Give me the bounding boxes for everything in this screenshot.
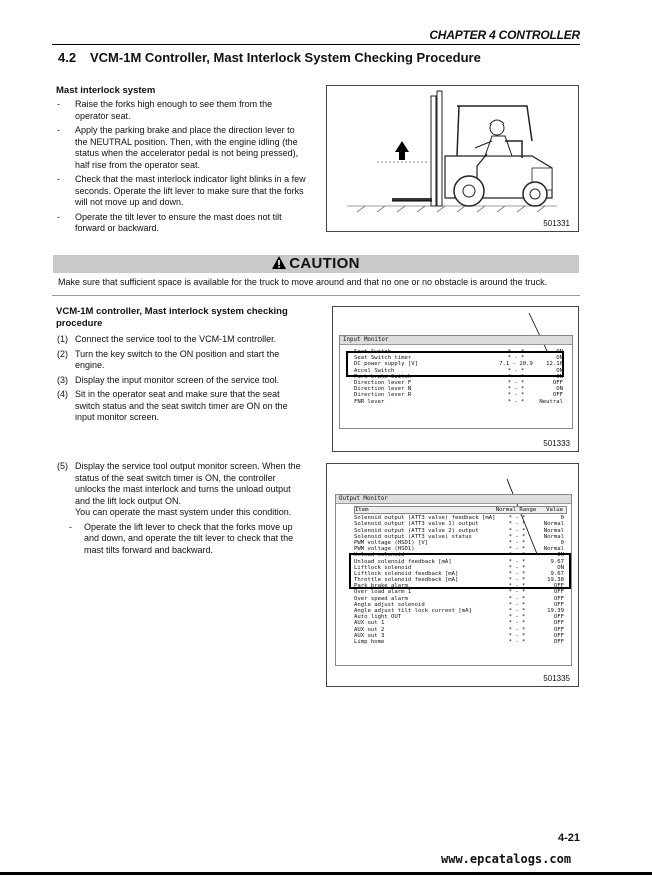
table-cell: OFF [552,379,563,386]
table-cell: ON [556,355,563,362]
table-cell: ON [556,367,563,374]
table-cell: * - * [508,614,526,621]
table-cell: * - * [508,546,526,553]
caution-title: CAUTION [289,255,360,272]
table-cell: OFF [553,638,564,645]
table-cell: Over load alarm 1 [354,589,412,596]
mast-interlock-heading: Mast interlock system [56,85,156,96]
table-cell: 7.1 - 20.9 [499,361,533,368]
table-cell: 19.38 [547,577,564,584]
table-cell: Angle adjust solenoid [354,601,425,608]
figure-label: 501333 [543,439,570,448]
table-cell: Angle adjust tilt lock current [mA] [354,608,472,614]
table-cell: ON [556,349,563,355]
table-cell: Limp home [354,638,385,645]
list-item: (4) Sit in the operator seat and make sure that the seat switch status and the seat switch timer are ON on the input monitor screen. [57,389,288,422]
list-item: (2) Turn the key switch to the ON position and start the engine. [57,348,280,370]
table-cell: * - * [508,533,526,540]
table-cell: 19.39 [547,608,564,614]
table-cell: * - * [507,355,525,362]
table-cell: * - * [508,638,526,645]
table-cell: * - * [507,386,525,393]
table-cell: * - * [508,515,526,522]
caution-rule [52,295,580,296]
arrow-up-icon [395,141,409,160]
table-cell: * - * [508,626,526,633]
mast-interlock-bullets [56,99,306,238]
highlight-box [349,553,571,589]
output-monitor-title: Output Monitor [336,495,571,504]
output-monitor-figure [326,463,579,687]
table-cell: ON [556,386,563,393]
table-cell: OFF [553,595,564,602]
table-cell: * - * [508,608,526,614]
watermark: www.epcatalogs.com [441,852,572,866]
table-cell: Solenoid output (ATT3 valve 1) output [354,521,479,528]
table-cell: Normal [543,521,564,528]
forklift-figure [326,85,579,232]
table-cell: Direction lever R [354,392,412,399]
table-cell: * - * [508,527,526,534]
table-cell: Direction lever F [354,379,412,386]
step5-note: You can operate the mast system under this condition. [75,507,292,517]
footer-rule [0,872,652,875]
table-cell: Throttle solenoid feedback [mA] [354,577,459,584]
procedure-heading: VCM-1M controller, Mast interlock system checking procedure [56,306,288,329]
table-cell: * - * [508,583,526,590]
table-cell: Normal [543,527,564,534]
highlight-box [346,351,564,377]
table-cell: 0 [560,515,564,522]
table-cell: Park brake alarm [354,583,408,590]
caution-banner [53,255,579,273]
table-cell: * - * [507,367,525,374]
table-cell: PWM voltage (HSD1) [V] [354,539,429,546]
table-cell: Normal [543,546,564,553]
table-cell: * - * [508,595,526,602]
table-cell: ON [557,552,564,559]
header-rule [52,44,580,45]
table-cell: * - * [508,552,526,559]
table-cell: * - * [507,392,525,399]
table-cell: AUX out 1 [354,620,385,627]
table-cell: * - * [508,577,526,584]
table-cell: * - * [508,570,526,577]
table-cell: Liftlock solenoid feedback [mA] [354,570,459,577]
table-cell: Normal [543,533,564,540]
chapter-header: CHAPTER 4 CONTROLLER [429,28,580,42]
page-number: 4-21 [557,832,580,844]
table-cell: Accel Switch [354,367,395,374]
section-number: 4.2 [58,50,77,65]
table-cell: Auto light OUT [354,614,402,621]
forklift-illustration [327,86,578,231]
table-cell: * - * [508,632,526,639]
warning-icon [272,256,286,269]
input-monitor-figure [332,306,579,452]
input-monitor-screen [339,335,573,429]
list-item: (3) Display the input monitor screen of the service tool. [57,374,280,385]
procedure-steps [56,334,306,427]
output-monitor-header: Item Normal Range Value [354,506,567,514]
table-cell: OFF [553,589,564,596]
procedure-step-5 [56,461,306,559]
table-cell: 0 [560,539,564,546]
table-cell: OFF [553,620,564,627]
section-title: VCM-1M Controller, Mast Interlock System Checking Procedure [90,50,481,65]
table-cell: OFF [553,632,564,639]
list-item: (5) Display the service tool output monitor screen. When the status of the seat switch timer is ON, the controller unlocks the mast interlock and turns the unload output and the lift lock output ON. You can operate the mast system under this condition. [57,461,301,517]
table-cell: OFF [552,392,563,399]
table-cell: * - * [507,373,525,380]
table-cell: * - * [508,521,526,528]
table-cell: PWM voltage (HSD1) [354,546,415,553]
list-item: - Operate the tilt lever to ensure the mast does not tilt forward or backward. [57,211,282,233]
table-cell: 9.67 [550,570,564,577]
table-cell: OFF [553,601,564,608]
table-cell: ON [557,564,564,571]
list-item: - Operate the lift lever to check that the forks move up and down, and operate the tilt lever to check that the mast tilts forward and backward. [69,521,294,555]
table-row [354,399,566,405]
table-cell: Over speed alarm [354,595,408,602]
input-monitor-title: Input Monitor [340,336,572,345]
table-cell: * - * [508,589,526,596]
figure-label: 501335 [543,674,570,683]
table-cell: AUX out 3 [354,632,385,639]
table-cell: Liftlock solenoid [354,564,412,571]
table-cell: ON [556,373,563,380]
table-cell: FNR lever [354,398,385,405]
table-cell: Seat Switch [354,349,392,355]
table-cell: * - * [507,398,525,405]
table-cell: Solenoid output (ATT3 valve) status [354,533,472,540]
table-cell: * - * [508,539,526,546]
figure-label: 501331 [543,219,570,228]
table-cell: * - * [508,558,526,565]
table-cell: AUX out 2 [354,626,385,633]
table-cell: * - * [507,349,525,355]
table-cell: OFF [553,626,564,633]
list-item: - Check that the mast interlock indicator light blinks in a few seconds. Operate the lift lever to make sure that the forks will not move up and down. [57,174,306,207]
table-cell: OFF [553,614,564,621]
table-cell: Unload solenoid feedback [mA] [354,558,452,565]
table-cell: DC power supply [V] [354,361,418,368]
table-cell: OFF [553,583,564,590]
list-item: - Apply the parking brake and place the direction lever to the NEUTRAL position. Then, with the engine idling (the status when the accelerator pedal is not being pressed), half rise from the operator seat. [57,125,299,170]
table-cell: Park brake Switch [354,373,412,380]
table-cell: * - * [508,601,526,608]
table-cell: * - * [508,620,526,627]
caution-text: Make sure that sufficient space is available for the truck to move around and that no one or no obstacle is around the truck. [58,277,548,287]
table-cell: Unload solenoid [354,552,405,559]
table-cell: * - * [507,379,525,386]
table-cell: 9.67 [550,558,564,565]
table-cell: 12.16 [546,361,563,368]
list-item: (1) Connect the service tool to the VCM-1M controller. [57,334,277,344]
table-cell: Direction lever N [354,386,412,393]
table-cell: * - * [508,564,526,571]
table-row [354,639,567,645]
table-cell: Neutral [539,398,563,405]
table-cell: Seat Switch timer [354,355,412,362]
list-item: - Raise the forks high enough to see them from the operator seat. [57,99,273,121]
table-cell: Solenoid output (ATT3 valve) feedback [mA] [354,515,496,522]
table-cell: Solenoid output (ATT3 valve 2) output [354,527,479,534]
